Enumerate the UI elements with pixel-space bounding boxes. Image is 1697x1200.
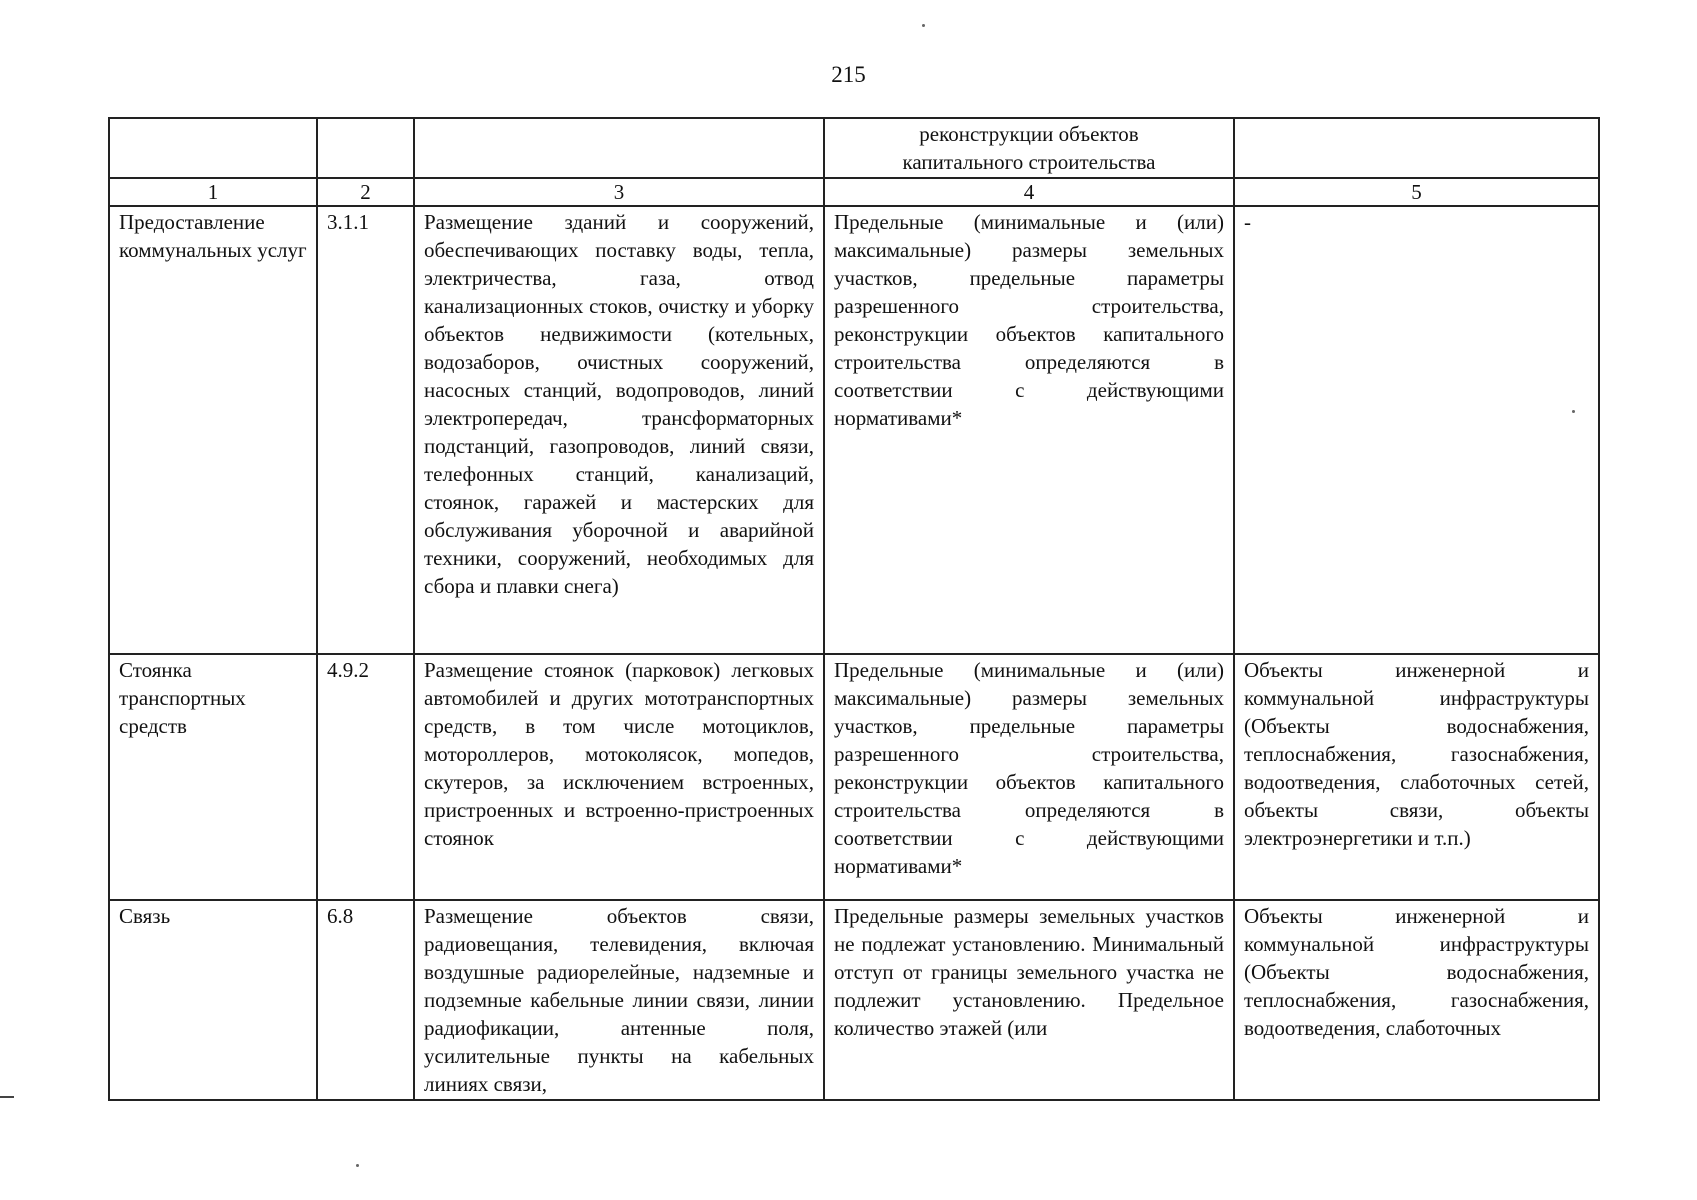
use-name-cell: Связь [109, 900, 317, 1100]
continuation-cell-4 [824, 118, 1234, 178]
column-number-row [109, 178, 1599, 206]
continuation-cell-3 [414, 118, 824, 178]
column-number: 5 [1234, 178, 1599, 206]
parameters-cell: Предельные (минимальные и (или) максимальные) размеры земельных участков, предельные параметры разрешенного строительства, реконструкции объектов капитального строительства определяются в соответствии с действующими нормативами* [824, 654, 1234, 900]
table-row [109, 654, 1599, 900]
continuation-line-1: реконструкции объектов [919, 122, 1139, 146]
use-code-cell: 6.8 [317, 900, 414, 1100]
continuation-row [109, 118, 1599, 178]
column-number: 1 [109, 178, 317, 206]
continuation-cell-1 [109, 118, 317, 178]
table-row [109, 206, 1599, 654]
use-name-cell: Стоянка транспортных средств [109, 654, 317, 900]
use-name-cell: Предоставление коммунальных услуг [109, 206, 317, 654]
continuation-cell-5 [1234, 118, 1599, 178]
scan-speck [1572, 410, 1575, 413]
parameters-cell: Предельные (минимальные и (или) максимальные) размеры земельных участков, предельные параметры разрешенного строительства, реконструкции объектов капитального строительства определяются в соответствии с действующими нормативами* [824, 206, 1234, 654]
use-description-cell: Размещение зданий и сооружений, обеспечивающих поставку воды, тепла, электричества, газа, отвод канализационных стоков, очистку и уборку объектов недвижимости (котельных, водозаборов, очистных сооружений, насосных станций, водопроводов, линий электропередач, трансформаторных подстанций, газопроводов, линий связи, телефонных станций, канализаций, стоянок, гаражей и мастерских для обслуживания уборочной и аварийной техники, сооружений, необходимых для сбора и плавки снега) [414, 206, 824, 654]
page-number: 215 [831, 62, 866, 87]
continuation-cell-2 [317, 118, 414, 178]
use-description-cell: Размещение стоянок (парковок) легковых автомобилей и других мототранспортных средств, в том числе мотоциклов, мотороллеров, мотоколясок, мопедов, скутеров, за исключением встроенных, пристроенных и встроенно-пристроенных стоянок [414, 654, 824, 900]
restrictions-cell: Объекты инженерной и коммунальной инфраструктуры (Объекты водоснабжения, теплоснабжения, газоснабжения, водоотведения, слаботочных [1234, 900, 1599, 1100]
table-row [109, 900, 1599, 1100]
column-number: 3 [414, 178, 824, 206]
document-sheet [108, 117, 1598, 1110]
use-code-cell: 3.1.1 [317, 206, 414, 654]
use-description-cell: Размещение объектов связи, радиовещания, телевидения, включая воздушные радиорелейные, надземные и подземные кабельные линии связи, линии радиофикации, антенные поля, усилительные пункты на кабельных линиях связи, [414, 900, 824, 1100]
column-number: 4 [824, 178, 1234, 206]
scan-speck [356, 1164, 359, 1167]
continuation-line-2: капитального строительства [902, 150, 1156, 174]
restrictions-cell: - [1234, 206, 1599, 654]
margin-mark [0, 1096, 14, 1098]
column-number: 2 [317, 178, 414, 206]
zoning-regulations-table [108, 117, 1600, 1101]
parameters-cell: Предельные размеры земельных участков не подлежат установлению. Минимальный отступ от границы земельного участка не подлежит установлению. Предельное количество этажей (или [824, 900, 1234, 1100]
restrictions-cell: Объекты инженерной и коммунальной инфраструктуры (Объекты водоснабжения, теплоснабжения, газоснабжения, водоотведения, слаботочных сетей, объекты связи, объекты электроэнергетики и т.п.) [1234, 654, 1599, 900]
use-code-cell: 4.9.2 [317, 654, 414, 900]
scan-speck [922, 24, 925, 27]
